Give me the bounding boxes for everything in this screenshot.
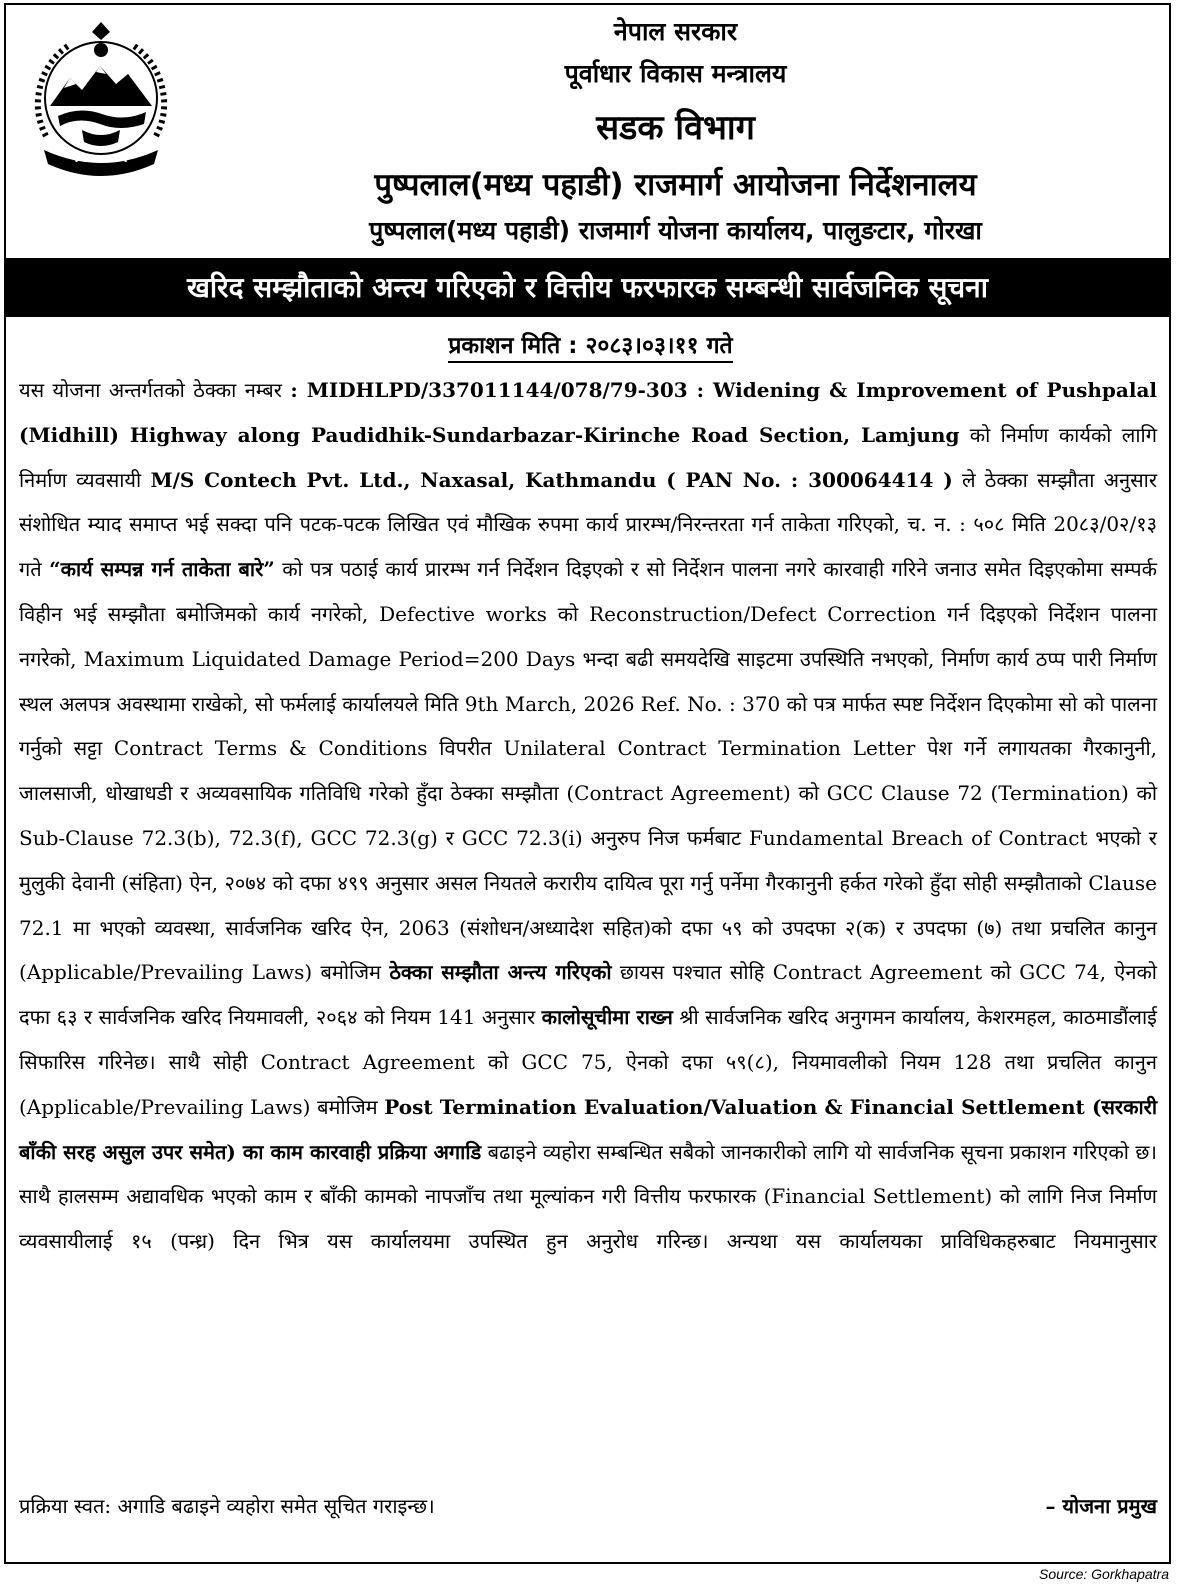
nepal-government-emblem	[20, 18, 182, 180]
body-text-segment: यस योजना अन्तर्गतको ठेक्का नम्बर	[19, 378, 291, 402]
publication-date	[0, 328, 1181, 360]
header-ministry: पूर्वाधार विकास मन्त्रालय	[564, 59, 787, 88]
blacklist-statement: कालोसूचीमा राख्न	[541, 1005, 673, 1030]
header-directorate: पुष्पलाल(मध्य पहाडी) राजमार्ग आयोजना निर्देशनालय	[374, 167, 977, 203]
notice-title-banner: खरिद सम्झौताको अन्त्य गरिएको र वित्तीय फरफारक सम्बन्धी सार्वजनिक सूचना	[6, 258, 1169, 317]
publication-date-text: प्रकाशन मिति : २०८३।०३।११ गते	[448, 333, 732, 363]
signature: – योजना प्रमुख	[1045, 1494, 1157, 1518]
notice-body	[19, 368, 1157, 1264]
contractor-name: M/S Contech Pvt. Ltd., Naxasal, Kathmandu ( PAN No. : 300064414 )	[150, 467, 953, 492]
settlement-statement: Post Termination Evaluation/Valuation & Financial Settlement (सरकारी बाँकी सरह असुल उपर समेत) का काम कारवाही प्रक्रिया अगाडि	[19, 1094, 1158, 1164]
body-text-segment: को पत्र पठाई कार्य प्रारम्भ गर्न निर्देशन दिइएको र सो निर्देशन पालना नगरे कारवाही गरिने जनाउ समेत दिइएकोमा सम्पर्क विहीन भई सम्झौता बमोजिमको कार्य नगरेको, Defective works को Reconstruction/Defect Correction गर्न दिइएको निर्देशन पालना नगरेको, Maximum Liquidated Damage Period=200 Days भन्दा बढी समयदेखि साइटमा उपस्थिति नभएको, निर्माण कार्य ठप्प पारी निर्माण स्थल अलपत्र अवस्थामा राखेको, सो फर्मलाई कार्यालयले मिति 9th March, 2026 Ref. No. : 370 को पत्र मार्फत स्पष्ट निर्देशन दिएकोमा सो को पालना गर्नुको सट्टा Contract Terms & Conditions विपरीत Unilateral Contract Termination Letter पेश गर्ने लगायतका गैरकानुनी, जालसाजी, धोखाधडी र अव्यवसायिक गतिविधि गरेको हुँदा ठेक्का सम्झौता (Contract Agreement) को GCC Clause 72 (Termination) को Sub-Clause 72.3(b), 72.3(f), GCC 72.3(g) र GCC 72.3(i) अनुरुप निज फर्मबाट Fundamental Breach of Contract भएको र मुलुकी देवानी (संहिता) ऐन, २०७४ को दफा ४९९ अनुसार असल नियतले करारीय दायित्व पूरा गर्नु पर्नेमा गैरकानुनी हर्कत गरेको हुँदा सोही सम्झौताको Clause 72.1 मा भएको व्यवस्था, सार्वजनिक खरिद ऐन, 2063 (संशोधन/अध्यादेश सहित)को दफा ५९ को उपदफा २(क) र उपदफा (७) तथा प्रचलित कानुन (Applicable/Prevailing Laws) बमोजिम	[19, 557, 1157, 985]
body-text-segment: ले ठेक्का सम्झौता अनुसार संशोधित म्याद समाप्त भई सक्दा पनि पटक-पटक लिखित एवं मौखिक रुपमा कार्य प्रारम्भ/निरन्तरता गर्न ताकेता गरिएको, च. न. : ५०८ मिति 20८३/0२/१३ गते	[19, 467, 1157, 582]
contract-number-title: : MIDHLPD/337011144/078/79-303 : Widening & Improvement of Pushpalal (Midhill) Highway along Paudidhik-Sundarbazar-Kirinche Road Section, Lamjung	[19, 378, 1158, 447]
header-government: नेपाल सरकार	[613, 17, 738, 46]
source-credit: Source: Gorkhapatra	[1039, 1566, 1169, 1582]
header-office: पुष्पलाल(मध्य पहाडी) राजमार्ग योजना कार्यालय, पालुङटार, गोरखा	[369, 216, 982, 245]
body-text-segment: को निर्माण कार्यको लागि निर्माण व्यवसायी	[19, 422, 1157, 492]
header-department: सडक विभाग	[596, 108, 755, 148]
letter-subject: “कार्य सम्पन्न गर्न ताकेता बारे”	[49, 557, 275, 582]
termination-statement: ठेक्का सम्झौता अन्त्य गरिएको	[389, 960, 612, 985]
closing-line: प्रक्रिया स्वत: अगाडि बढाइने व्यहोरा समेत सूचित गराइन्छ।	[19, 1494, 435, 1518]
svg-text:• • • • • • •: • • • • • • •	[73, 157, 129, 167]
body-text-segment: बढाइने व्यहोरा सम्बन्धित सबैको जानकारीको लागि यो सार्वजनिक सूचना प्रकाशन गरिएको छ। साथै हालसम्म अद्यावधिक भएको काम र बाँकी कामको नापजाँच तथा मूल्यांकन गरी वित्तीय फरफारक (Financial Settlement) को लागि निज निर्माण व्यवसायीलाई १५ (पन्ध्र) दिन भित्र यस कार्यालयमा उपस्थित हुन अनुरोध गरिन्छ। अन्यथा यस कार्यालयका प्राविधिकहरुबाट नियमानुसार	[19, 1139, 1157, 1254]
notice-paragraph	[19, 368, 1157, 1264]
body-text-segment: छायस पश्चात सोहि Contract Agreement को GCC 74, ऐनको दफा ६३ र सार्वजनिक खरिद नियमावली, २०६४ को नियम 141 अनुसार	[19, 960, 1157, 1030]
body-text-segment: श्री सार्वजनिक खरिद अनुगमन कार्यालय, केशरमहल, काठमाडौंलाई सिफारिस गरिनेछ। साथै सोही Contract Agreement को GCC 75, ऐनको दफा ५९(८), नियमावलीको नियम 128 तथा प्रचलित कानुन (Applicable/Prevailing Laws) बमोजिम	[19, 1005, 1157, 1119]
